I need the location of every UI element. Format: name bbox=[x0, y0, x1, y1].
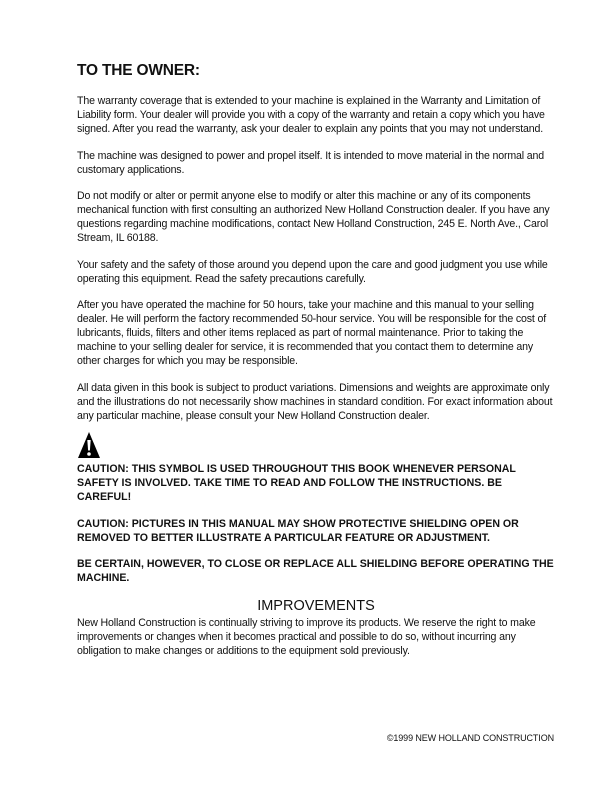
design-paragraph: The machine was designed to power and propel itself. It is intended to move material in the normal and customary applications. bbox=[77, 149, 544, 176]
improvements-paragraph: New Holland Construction is continually striving to improve its products. We reserve the right to make improvements or changes when it becomes practical and possible to do so, without incurring any obligation to make changes or additions to the equipment sold previously. bbox=[77, 616, 536, 657]
warranty-paragraph: The warranty coverage that is extended to your machine is explained in the Warranty and Limitation of Liability form. Your dealer will provide you with a copy of the warranty and retain a copy which you have signed. After you read the warranty, ask your dealer to explain any points that you may not understand. bbox=[77, 95, 545, 135]
warning-exclamation-icon bbox=[77, 431, 101, 459]
copyright-notice: ©1999 NEW HOLLAND CONSTRUCTION bbox=[386, 733, 554, 743]
page-title: TO THE OWNER: bbox=[77, 62, 200, 79]
safety-paragraph: Your safety and the safety of those around you depend upon the care and good judgment you use while operating this equipment. Read the safety precautions carefully. bbox=[77, 258, 548, 285]
service-paragraph: After you have operated the machine for 50 hours, take your machine and this manual to your selling dealer. He will perform the factory recommended 50-hour service. You will be responsible for the cost of lubricants, fluids, filters and other items replaced as part of normal maintenance. Prior to taking the machine to your selling dealer for service, it is recommended that you contact them to determine any other charges for which you may be responsible. bbox=[77, 299, 547, 367]
data-disclaimer-paragraph: All data given in this book is subject to product variations. Dimensions and weights are approximate only and the illustrations do not necessarily show machines in standard condition. For exact information about any particular machine, please consult your New Holland Construction dealer. bbox=[77, 381, 553, 422]
owner-notice-page bbox=[77, 62, 555, 658]
caution-shielding-pictures: CAUTION: PICTURES IN THIS MANUAL MAY SHOW PROTECTIVE SHIELDING OPEN OR REMOVED TO BETTER ILLUSTRATE A PARTICULAR FEATURE OR ADJUSTMENT. bbox=[77, 517, 519, 544]
caution-safety-symbol: CAUTION: THIS SYMBOL IS USED THROUGHOUT THIS BOOK WHENEVER PERSONAL SAFETY IS INVOLVED. TAKE TIME TO READ AND FOLLOW THE INSTRUCTIONS. BE CAREFUL! bbox=[77, 463, 516, 503]
modification-paragraph: Do not modify or alter or permit anyone else to modify or alter this machine or any of its components mechanical function with first consulting an authorized New Holland Construction dealer. If you have any questions regarding machine modifications, contact New Holland Construction, 245 E. North Ave., Carol Stream, IL 60188. bbox=[77, 190, 550, 244]
caution-close-shielding: BE CERTAIN, HOWEVER, TO CLOSE OR REPLACE ALL SHIELDING BEFORE OPERATING THE MACHINE. bbox=[77, 558, 554, 584]
improvements-heading: IMPROVEMENTS bbox=[257, 597, 375, 614]
